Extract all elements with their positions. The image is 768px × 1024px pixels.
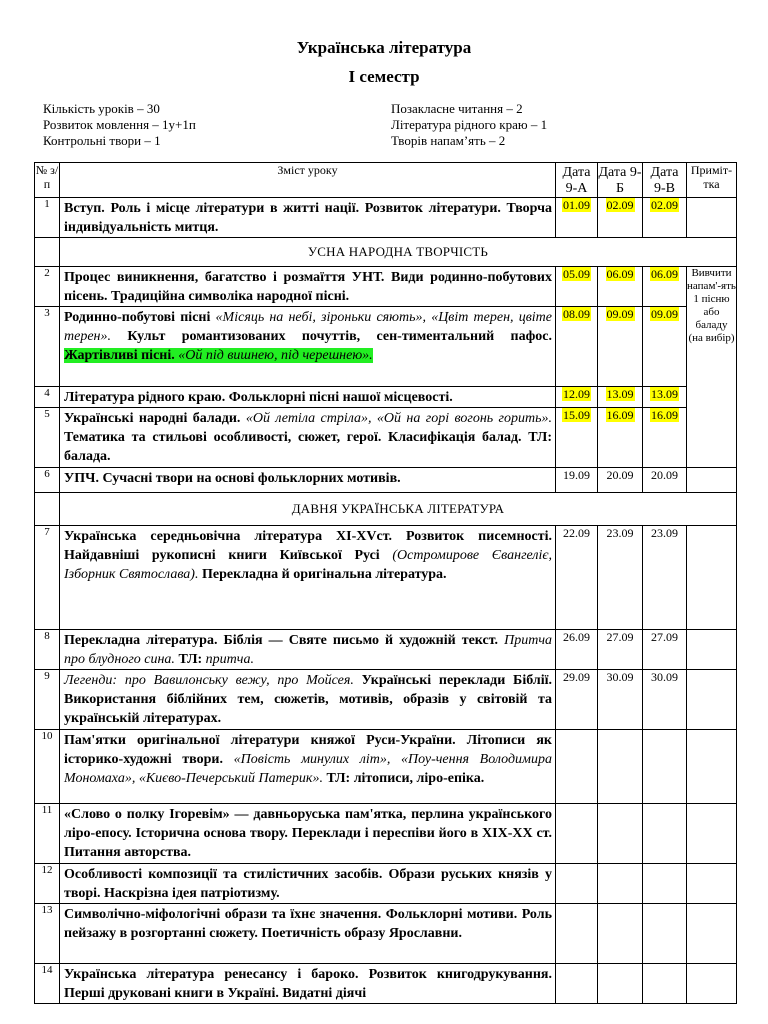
lesson-date-a (556, 526, 598, 630)
table-header-row (35, 163, 737, 198)
date-value: 02.09 (606, 198, 634, 212)
date-value: 30.09 (651, 670, 678, 684)
lesson-text-fragment: ТЛ: (178, 652, 206, 667)
lesson-content (60, 904, 556, 964)
lesson-date-a (556, 307, 598, 387)
lesson-text-fragment: Особливості композиції та стилістичних засобів. Образи руських князів у творі. Наскрізна ідея патріотизму. (64, 867, 552, 901)
section-title: УСНА НАРОДНА ТВОРЧІСТЬ (60, 238, 737, 267)
lesson-content (60, 730, 556, 804)
date-value: 13.09 (606, 387, 634, 401)
table-row (35, 864, 737, 904)
lesson-date-b (598, 864, 643, 904)
lesson-date-a (556, 408, 598, 468)
lesson-date-b (598, 267, 643, 307)
note-cell (687, 730, 737, 804)
lesson-date-c (643, 670, 687, 730)
date-value: 26.09 (563, 630, 590, 644)
lesson-text-fragment: Символічно-міфологічні образи та їхнє значення. Фольклорні мотиви. Роль пейзажу в розгортанні сюжету. Поетичність образу Ярославни. (64, 907, 552, 941)
note-cell (687, 964, 737, 1004)
meta-speech: Розвиток мовлення – 1у+1п (43, 117, 196, 132)
lesson-text-fragment: Культ романтизованих почуттів, сен-тиментальний пафос. (127, 329, 552, 344)
date-value: 27.09 (606, 630, 634, 644)
note-cell (687, 670, 737, 730)
lesson-date-a (556, 468, 598, 493)
col-note-header: Приміт-тка (687, 163, 737, 198)
date-value: 16.09 (651, 408, 678, 422)
date-value: 05.09 (563, 267, 590, 281)
note-cell (687, 804, 737, 864)
lesson-date-c (643, 387, 687, 408)
lesson-text-fragment: Перекладна й оригінальна література. (201, 567, 447, 582)
lesson-date-a (556, 670, 598, 730)
date-value: 16.09 (606, 408, 634, 422)
lesson-number: 13 (35, 904, 60, 964)
lesson-number: 5 (35, 408, 60, 468)
date-value: 20.09 (651, 468, 678, 482)
meta-left (43, 101, 196, 149)
lesson-number: 11 (35, 804, 60, 864)
lesson-content (60, 468, 556, 493)
lesson-date-b (598, 198, 643, 238)
table-row (35, 804, 737, 864)
lesson-content (60, 408, 556, 468)
lesson-text-fragment: Притча про блудного сина. (64, 633, 552, 667)
date-value: 01.09 (563, 198, 590, 212)
table-row (35, 730, 737, 804)
col-date-a-header: Дата 9-А (556, 163, 598, 198)
lesson-content (60, 198, 556, 238)
note-cell (687, 630, 737, 670)
lesson-date-b (598, 387, 643, 408)
lesson-date-c (643, 904, 687, 964)
table-row (35, 387, 737, 408)
table-row (35, 408, 737, 468)
lesson-date-b (598, 904, 643, 964)
lesson-date-c (643, 964, 687, 1004)
table-row (35, 526, 737, 630)
date-value: 23.09 (606, 526, 634, 540)
meta-local-lit: Література рідного краю – 1 (391, 117, 548, 132)
lesson-date-b (598, 526, 643, 630)
lesson-text-fragment: (Остромирове Євангеліє, Ізборник Святослава). (64, 548, 552, 582)
page-subtitle: І семестр (348, 67, 420, 86)
lesson-text-fragment: УПЧ. Сучасні твори на основі фольклорних мотивів. (64, 471, 401, 486)
table-row (35, 307, 737, 387)
lesson-text-fragment: «Ой летіла стріла», «Ой на горі вогонь горить». (245, 411, 552, 426)
lesson-date-b (598, 804, 643, 864)
lesson-text-fragment: Пам'ятки оригінальної літератури княжої Руси-України. Літописи як історико-художні твори. (64, 733, 552, 767)
lesson-number: 10 (35, 730, 60, 804)
lesson-number: 8 (35, 630, 60, 670)
lesson-text-fragment: Українські народні балади. (64, 411, 246, 426)
section-num-cell (35, 238, 60, 267)
lesson-content (60, 526, 556, 630)
date-value: 29.09 (563, 670, 590, 684)
lesson-date-c (643, 408, 687, 468)
lesson-text-fragment: «Ой під вишнею, під черешнею». (178, 348, 373, 363)
lesson-number: 14 (35, 964, 60, 1004)
date-value: 08.09 (563, 307, 590, 321)
lesson-date-b (598, 408, 643, 468)
lesson-text-fragment: Вступ. Роль і місце літератури в житті нації. Розвиток літератури. Творча індивідуальність митця. (64, 201, 552, 235)
table-row (35, 630, 737, 670)
memorize-note: Вивчити напам'-ять 1 пісню або баладу (на вибір) (687, 267, 737, 468)
meta-lessons: Кількість уроків – 30 (43, 101, 160, 116)
col-date-b-header: Дата 9-Б (598, 163, 643, 198)
lesson-number: 2 (35, 267, 60, 307)
lesson-plan-table (34, 162, 737, 1004)
col-content-header: Зміст уроку (60, 163, 556, 198)
table-row (35, 904, 737, 964)
col-date-c-header: Дата 9-В (643, 163, 687, 198)
lesson-date-a (556, 904, 598, 964)
lesson-date-a (556, 804, 598, 864)
note-cell (687, 864, 737, 904)
date-value: 06.09 (651, 267, 678, 281)
lesson-text-fragment: притча. (205, 652, 254, 667)
lesson-text-fragment: «Слово о полку Ігоревім» (64, 807, 230, 822)
note-cell (687, 904, 737, 964)
lesson-date-b (598, 730, 643, 804)
date-value: 23.09 (651, 526, 678, 540)
lesson-date-a (556, 387, 598, 408)
date-value: 15.09 (563, 408, 590, 422)
lesson-text-fragment: Література рідного краю. Фольклорні пісні нашої місцевості. (64, 390, 453, 405)
date-value: 19.09 (563, 468, 590, 482)
lesson-content (60, 864, 556, 904)
lesson-date-b (598, 964, 643, 1004)
lesson-date-a (556, 267, 598, 307)
section-row (35, 238, 737, 267)
lesson-text-fragment: Перекладна література. Біблія — Святе письмо й художній текст. (64, 633, 505, 648)
date-value: 13.09 (651, 387, 678, 401)
date-value: 20.09 (606, 468, 634, 482)
lesson-text-fragment: Процес виникнення, багатство і розмаїття УНТ. Види родинно-побутових пісень. Традиційна символіка народної пісні. (64, 270, 552, 304)
section-num-cell (35, 493, 60, 526)
lesson-text-fragment: Українська середньовічна література ХІ-ХVст. Розвиток писемності. Найдавніші рукописні книги Київської Русі (64, 529, 552, 563)
lesson-number: 3 (35, 307, 60, 387)
lesson-text-fragment: «Повість минулих літ», «Поу-чення Володимира Мономаха», «Києво-Печерський Патерик». (64, 752, 552, 786)
lesson-date-b (598, 630, 643, 670)
lesson-content (60, 670, 556, 730)
section-title: ДАВНЯ УКРАЇНСЬКА ЛІТЕРАТУРА (60, 493, 737, 526)
lesson-text-fragment: «Місяць на небі, зіроньки сяють», «Цвіт терен, цвіте терен». (64, 310, 552, 344)
page-title: Українська література (296, 38, 472, 57)
lesson-number: 12 (35, 864, 60, 904)
lesson-date-c (643, 730, 687, 804)
lesson-date-a (556, 964, 598, 1004)
lesson-date-a (556, 864, 598, 904)
table-body (35, 198, 737, 1004)
note-cell (687, 526, 737, 630)
lesson-content (60, 307, 556, 387)
col-num-header: № з/п (35, 163, 60, 198)
lesson-text-fragment: ТЛ: літописи, ліро-епіка. (326, 771, 485, 786)
meta-extra-reading: Позакласне читання – 2 (391, 101, 523, 116)
lesson-text-fragment: — давньоруська пам'ятка, перлина українського ліро-епосу. Історична основа твору. Переклади і переспіви його в ХІХ-ХХ ст. Питання авторства. (64, 807, 552, 860)
table-row (35, 670, 737, 730)
lesson-number: 9 (35, 670, 60, 730)
lesson-date-a (556, 730, 598, 804)
note-cell (687, 198, 737, 238)
date-value: 09.09 (651, 307, 678, 321)
lesson-number: 6 (35, 468, 60, 493)
lesson-content (60, 387, 556, 408)
lesson-content (60, 804, 556, 864)
lesson-date-c (643, 864, 687, 904)
lesson-number: 7 (35, 526, 60, 630)
note-cell (687, 468, 737, 493)
lesson-date-c (643, 307, 687, 387)
meta-right (391, 101, 547, 149)
lesson-text-fragment: Родинно-побутові пісні (64, 310, 216, 325)
lesson-date-c (643, 468, 687, 493)
date-value: 22.09 (563, 526, 590, 540)
lesson-date-c (643, 198, 687, 238)
lesson-date-b (598, 670, 643, 730)
section-row (35, 493, 737, 526)
table-row (35, 198, 737, 238)
date-value: 30.09 (606, 670, 634, 684)
lesson-date-a (556, 198, 598, 238)
lesson-date-c (643, 630, 687, 670)
lesson-date-c (643, 526, 687, 630)
lesson-date-a (556, 630, 598, 670)
date-value: 12.09 (563, 387, 590, 401)
lesson-text-fragment: Українські переклади Біблії. Використання біблійних тем, сюжетів, мотивів, образів у світовій та українській літературах. (64, 673, 552, 726)
lesson-text-fragment: Тематика та стильові особливості, сюжет, герої. Класифікація балад. ТЛ: балада. (64, 430, 552, 464)
lesson-number: 4 (35, 387, 60, 408)
lesson-content (60, 630, 556, 670)
date-value: 09.09 (606, 307, 634, 321)
lesson-content (60, 267, 556, 307)
table-row (35, 468, 737, 493)
lesson-content (60, 964, 556, 1004)
lesson-date-c (643, 804, 687, 864)
lesson-number: 1 (35, 198, 60, 238)
date-value: 27.09 (651, 630, 678, 644)
date-value: 02.09 (651, 198, 678, 212)
lesson-date-b (598, 307, 643, 387)
lesson-text-fragment: Українська література ренесансу і бароко. Розвиток книгодрукування. Перші друковані книги в Україні. Видатні діячі (64, 967, 552, 1001)
table-row (35, 964, 737, 1004)
lesson-date-c (643, 267, 687, 307)
lesson-text-fragment: Жартівливі пісні. (64, 348, 179, 363)
lesson-text-fragment: Легенди: про Вавилонську вежу, про Мойсея. (64, 673, 362, 688)
lesson-date-b (598, 468, 643, 493)
table-row (35, 267, 737, 307)
date-value: 06.09 (606, 267, 634, 281)
meta-memorize: Творів напам’ять – 2 (391, 133, 506, 148)
meta-tests: Контрольні твори – 1 (43, 133, 161, 148)
